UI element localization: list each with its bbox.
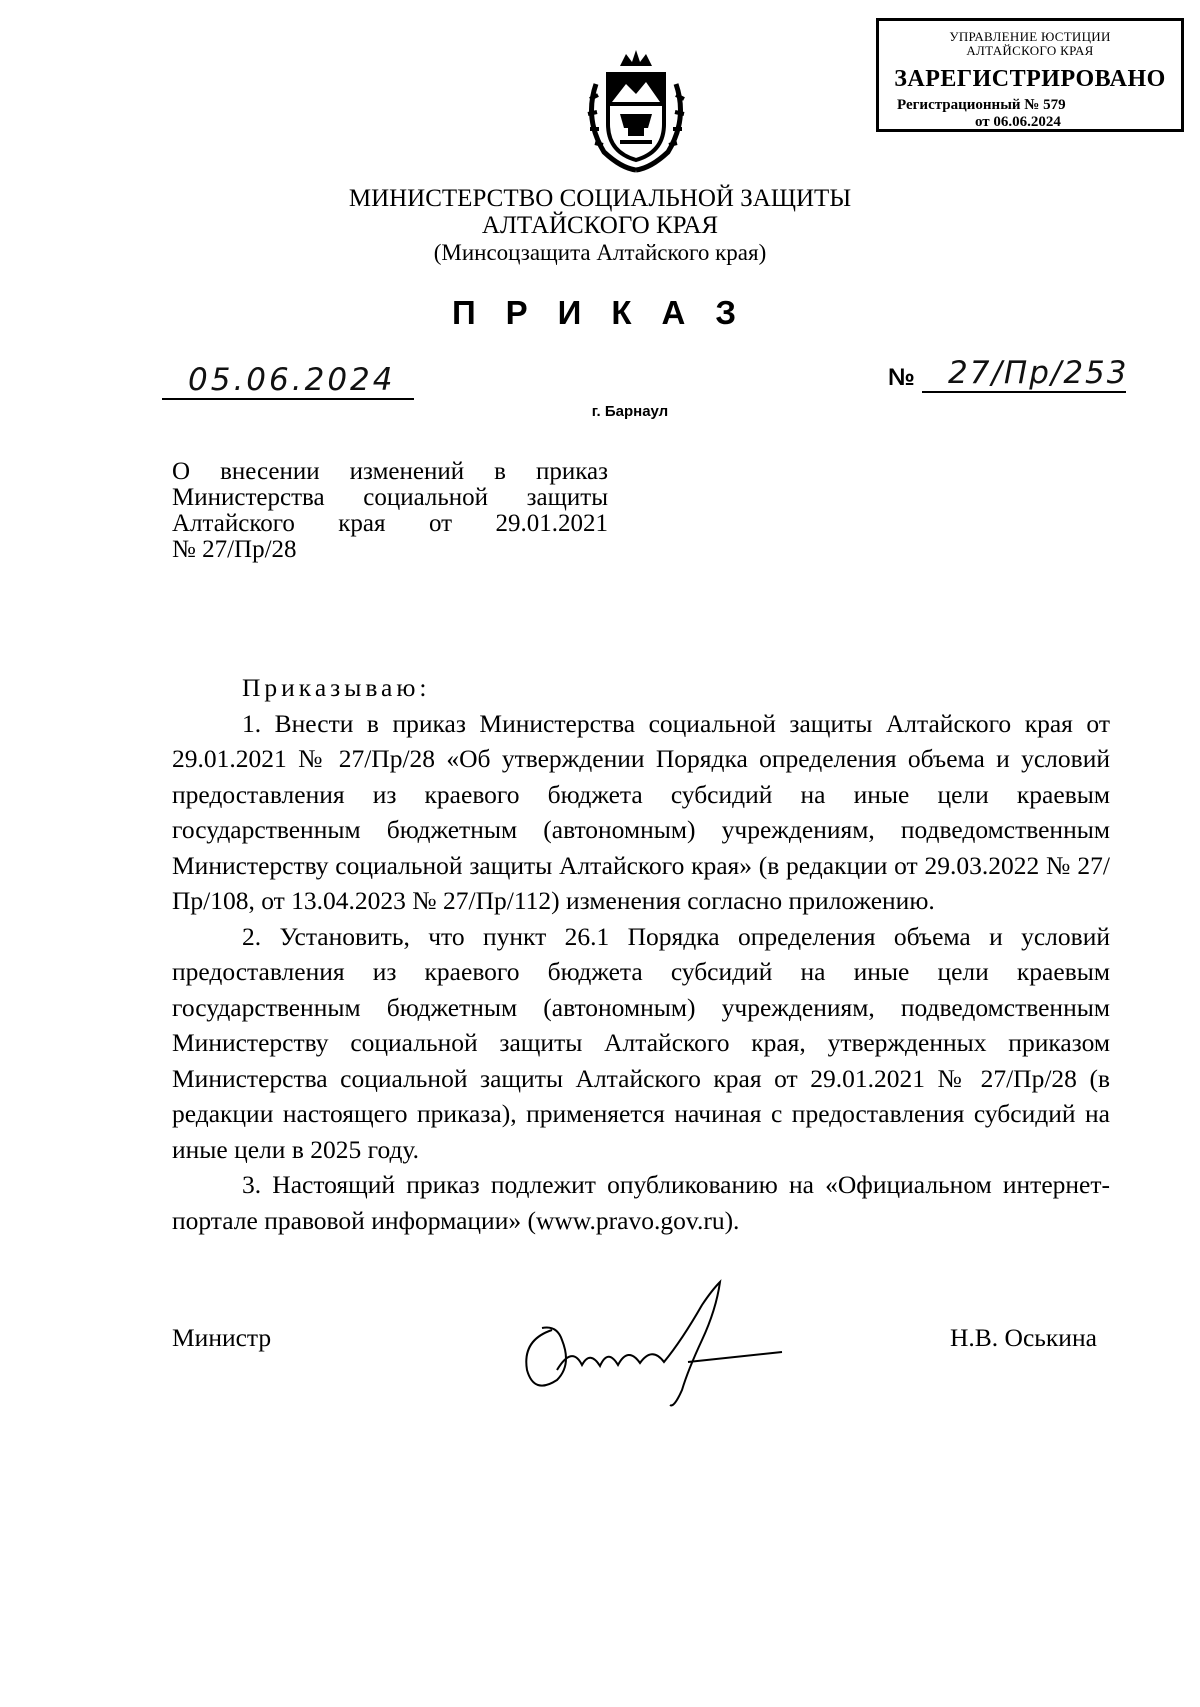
stamp-region: АЛТАЙСКОГО КРАЯ: [966, 43, 1094, 58]
document-subject: [172, 459, 608, 563]
number-underline: [922, 391, 1126, 393]
stamp-reg-date: от 06.06.2024: [975, 114, 1061, 130]
subject-line: № 27/Пр/28: [172, 536, 297, 563]
ministry-name-line1: МИНИСТЕРСТВО СОЦИАЛЬНОЙ ЗАЩИТЫ: [348, 185, 852, 212]
ministry-name-line2: АЛТАЙСКОГО КРАЯ: [481, 212, 719, 239]
document-type: ПРИКАЗ: [451, 294, 767, 331]
order-paragraph: 3. Настоящий приказ подлежит опубликованию на «Официальном интернет-портале правовой информации» (www.pravo.gov.ru).: [172, 1170, 1110, 1235]
document-number: 27/Пр/253: [948, 355, 1129, 391]
subject-line: Алтайского края от 29.01.2021: [172, 510, 608, 537]
registration-stamp: [876, 18, 1184, 132]
stamp-reg-number: Регистрационный № 579: [897, 97, 1066, 113]
order-paragraph: 1. Внести в приказ Министерства социальной защиты Алтайского края от 29.01.2021 № 27/Пр/28 «Об утверждении Порядка определения объема и условий предоставления из краевого бюджета субсидий на иные цели краевым государственным бюджетным (автономным) учреждениям, подведомственным Министерству социальной защиты Алтайского края» (в редакции от 29.03.2022 № 27/Пр/108, от 13.04.2023 № 27/Пр/112) изменения согласно приложению.: [172, 708, 1110, 915]
coat-of-arms-icon: [576, 44, 696, 174]
city: г. Барнаул: [591, 403, 669, 420]
subject-line: Министерства социальной защиты: [172, 484, 608, 511]
signatory-title: Министр: [172, 1323, 272, 1352]
date-underline: [162, 398, 414, 400]
ministry-short-name: (Минсоцзащита Алтайского края): [433, 240, 767, 265]
order-intro: Приказываю:: [242, 673, 431, 702]
signatory-name: Н.В. Оськина: [950, 1323, 1097, 1352]
document-body: [172, 670, 1110, 1238]
order-paragraph: 2. Установить, что пункт 26.1 Порядка определения объема и условий предоставления из краевого бюджета субсидий на иные цели краевым государственным бюджетным (автономным) учреждениям, подведомственным Министерству социальной защиты Алтайского края, утвержденных приказом Министерства социальной защиты Алтайского края от 29.01.2021 № 27/Пр/28 (в редакции настоящего приказа), применяется начиная с предоставления субсидий на иные цели в 2025 году.: [172, 921, 1110, 1164]
stamp-org: УПРАВЛЕНИЕ ЮСТИЦИИ: [949, 29, 1111, 44]
subject-line: О внесении изменений в приказ: [172, 458, 608, 485]
document-date: 05.06.2024: [188, 362, 396, 398]
stamp-status: ЗАРЕГИСТРИРОВАНО: [894, 66, 1166, 92]
number-sign: №: [888, 364, 915, 391]
handwritten-signature: [512, 1270, 792, 1410]
